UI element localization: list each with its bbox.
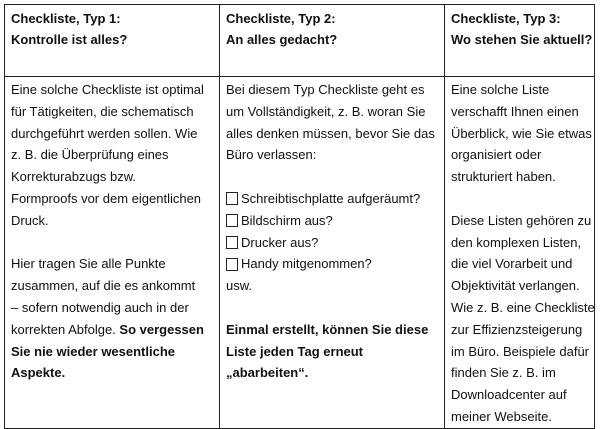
text-line: Formproofs vor dem eigentlichen bbox=[11, 190, 202, 206]
body-type-1 bbox=[5, 77, 220, 429]
text-line: alles denken müssen, bevor Sie das bbox=[226, 125, 435, 141]
checklist-item-label: Schreibtischplatte aufgeräumt? bbox=[241, 190, 421, 206]
text-line: Objektivität verlangen. bbox=[451, 278, 580, 294]
header-title: Checkliste, Typ 2: bbox=[226, 11, 336, 26]
checklist-item-label: Bildschirm aus? bbox=[241, 212, 333, 228]
text-line: Diese Listen gehören zu bbox=[451, 212, 592, 228]
paragraph-gap bbox=[226, 297, 440, 319]
text-line: Hier tragen Sie alle Punkte bbox=[11, 256, 166, 272]
text-line: durchgeführt werden sollen. Wie bbox=[11, 125, 198, 141]
body-type-2 bbox=[220, 77, 445, 429]
bold-text-line: Einmal erstellt, können Sie diese bbox=[226, 321, 429, 337]
header-row bbox=[5, 5, 595, 77]
text-line: Büro verlassen: bbox=[226, 147, 317, 163]
checklist-types-document bbox=[4, 4, 595, 424]
bold-text-segment: So vergessen bbox=[119, 321, 204, 337]
text-line: Korrekturabzugs bzw. bbox=[11, 169, 137, 185]
header-subtitle: Wo stehen Sie aktuell? bbox=[451, 32, 593, 47]
text-line: Eine solche Checkliste ist optimal bbox=[11, 82, 204, 97]
paragraph-gap bbox=[11, 232, 215, 254]
text-line: Wie z. B. eine Checkliste bbox=[451, 299, 595, 315]
checkbox-icon bbox=[226, 192, 238, 205]
paragraph-gap bbox=[226, 166, 440, 188]
checklist-item bbox=[226, 210, 440, 232]
text-line: organisiert oder bbox=[451, 147, 542, 163]
body-row bbox=[5, 77, 595, 429]
text-line: finden Sie z. B. im bbox=[451, 365, 556, 381]
text-line: im Büro. Beispiele dafür bbox=[451, 343, 590, 359]
header-type-2 bbox=[220, 5, 445, 77]
text-line: usw. bbox=[226, 278, 253, 294]
paragraph-gap bbox=[451, 188, 590, 210]
text-line: Druck. bbox=[11, 212, 49, 228]
mixed-text-line bbox=[11, 319, 215, 341]
text-line: Downloadcenter auf bbox=[451, 387, 567, 403]
header-subtitle: An alles gedacht? bbox=[226, 32, 338, 47]
text-line: Überblick, wie Sie etwas bbox=[451, 125, 592, 141]
checkbox-icon bbox=[226, 236, 238, 249]
text-line: verschafft Ihnen einen bbox=[451, 103, 579, 119]
text-line: z. B. die Überprüfung eines bbox=[11, 147, 169, 163]
text-line: meiner Webseite. bbox=[451, 408, 552, 424]
checklist-item bbox=[226, 232, 440, 254]
bold-text-line: Liste jeden Tag erneut bbox=[226, 343, 364, 359]
bold-text-line: „abarbeiten“. bbox=[226, 365, 309, 381]
text-line: den komplexen Listen, bbox=[451, 234, 582, 250]
checklist-item-label: Handy mitgenommen? bbox=[241, 256, 372, 272]
text-line: Eine solche Liste bbox=[451, 82, 550, 97]
text-line: zusammen, auf die es ankommt bbox=[11, 278, 196, 294]
checklist-item-label: Drucker aus? bbox=[241, 234, 319, 250]
bold-text-line: Aspekte. bbox=[11, 365, 66, 381]
text-segment: korrekten Abfolge. bbox=[11, 321, 120, 337]
header-type-1 bbox=[5, 5, 220, 77]
checklist-item bbox=[226, 253, 440, 275]
checkbox-icon bbox=[226, 214, 238, 227]
header-type-3 bbox=[445, 5, 595, 77]
checklist-item bbox=[226, 188, 440, 210]
text-line: – sofern notwendig auch in der bbox=[11, 299, 189, 315]
text-line: um Vollständigkeit, z. B. woran Sie bbox=[226, 103, 426, 119]
header-subtitle: Kontrolle ist alles? bbox=[11, 32, 128, 47]
text-line: Bei diesem Typ Checkliste geht es bbox=[226, 82, 425, 97]
bold-text-line: Sie nie wieder wesentliche bbox=[11, 343, 176, 359]
body-type-3 bbox=[445, 77, 595, 429]
text-line: die viel Vorarbeit und bbox=[451, 256, 573, 272]
checklist-comparison-table bbox=[4, 4, 595, 429]
checkbox-icon bbox=[226, 258, 238, 271]
text-line: für Tätigkeiten, die schematisch bbox=[11, 103, 194, 119]
header-title: Checkliste, Typ 3: bbox=[451, 11, 561, 26]
header-title: Checkliste, Typ 1: bbox=[11, 11, 121, 26]
text-line: strukturiert haben. bbox=[451, 169, 556, 185]
text-line: zur Effizienzsteigerung bbox=[451, 321, 583, 337]
